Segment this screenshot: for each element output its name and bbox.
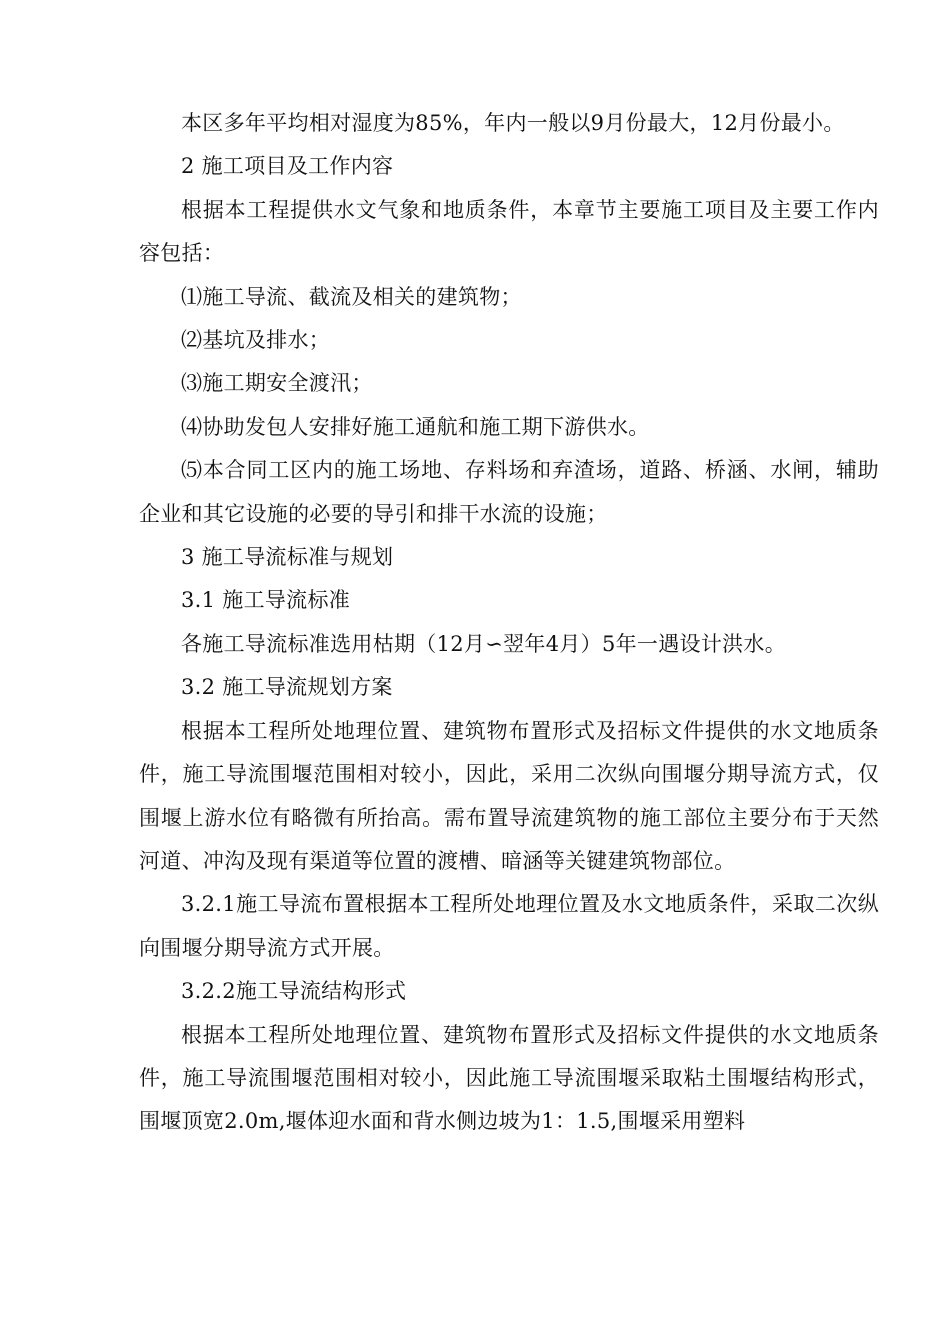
paragraph-diversion-layout: 3.2.1施工导流布置根据本工程所处地理位置及水文地质条件，采取二次纵向围堰分期导流方式开展。 — [139, 892, 879, 960]
list-item-2: ⑵基坑及排水； — [181, 328, 331, 353]
section-heading-3-1: 3.1 施工导流标准 — [181, 588, 351, 613]
paragraph-diversion-structure: 根据本工程所处地理位置、建筑物布置形式及招标文件提供的水文地质条件，施工导流围堰范围相对较小，因此施工导流围堰采取粘土围堰结构形式，围堰顶宽2.0m,堰体迎水面和背水侧边坡为1：1.5,围堰采用塑料 — [139, 1022, 879, 1134]
section-heading-2: 2 施工项目及工作内容 — [181, 154, 394, 179]
document-body — [139, 102, 879, 1144]
section-heading-3-2: 3.2 施工导流规划方案 — [181, 675, 393, 700]
paragraph-diversion-standard: 各施工导流标准选用枯期（12月∽翌年4月）5年一遇设计洪水。 — [181, 631, 787, 656]
section-heading-3-2-2: 3.2.2施工导流结构形式 — [181, 979, 407, 1004]
paragraph-humidity: 本区多年平均相对湿度为85%，年内一般以9月份最大，12月份最小。 — [181, 111, 845, 135]
list-item-4: ⑷协助发包人安排好施工通航和施工期下游供水。 — [181, 414, 650, 439]
list-item-1: ⑴施工导流、截流及相关的建筑物； — [181, 284, 522, 309]
list-item-3: ⑶施工期安全渡汛； — [181, 371, 373, 396]
section-heading-3: 3 施工导流标准与规划 — [181, 545, 394, 570]
list-item-5: ⑸本合同工区内的施工场地、存料场和弃渣场，道路、桥涵、水闸，辅助企业和其它设施的必要的导引和排干水流的设施； — [139, 458, 879, 526]
paragraph-diversion-plan: 根据本工程所处地理位置、建筑物布置形式及招标文件提供的水文地质条件，施工导流围堰范围相对较小，因此，采用二次纵向围堰分期导流方式，仅围堰上游水位有略微有所抬高。需布置导流建筑物的施工部位主要分布于天然河道、冲沟及现有渠道等位置的渡槽、暗涵等关键建筑物部位。 — [139, 718, 879, 873]
paragraph-work-scope: 根据本工程提供水文气象和地质条件，本章节主要施工项目及主要工作内容包括： — [139, 197, 879, 266]
